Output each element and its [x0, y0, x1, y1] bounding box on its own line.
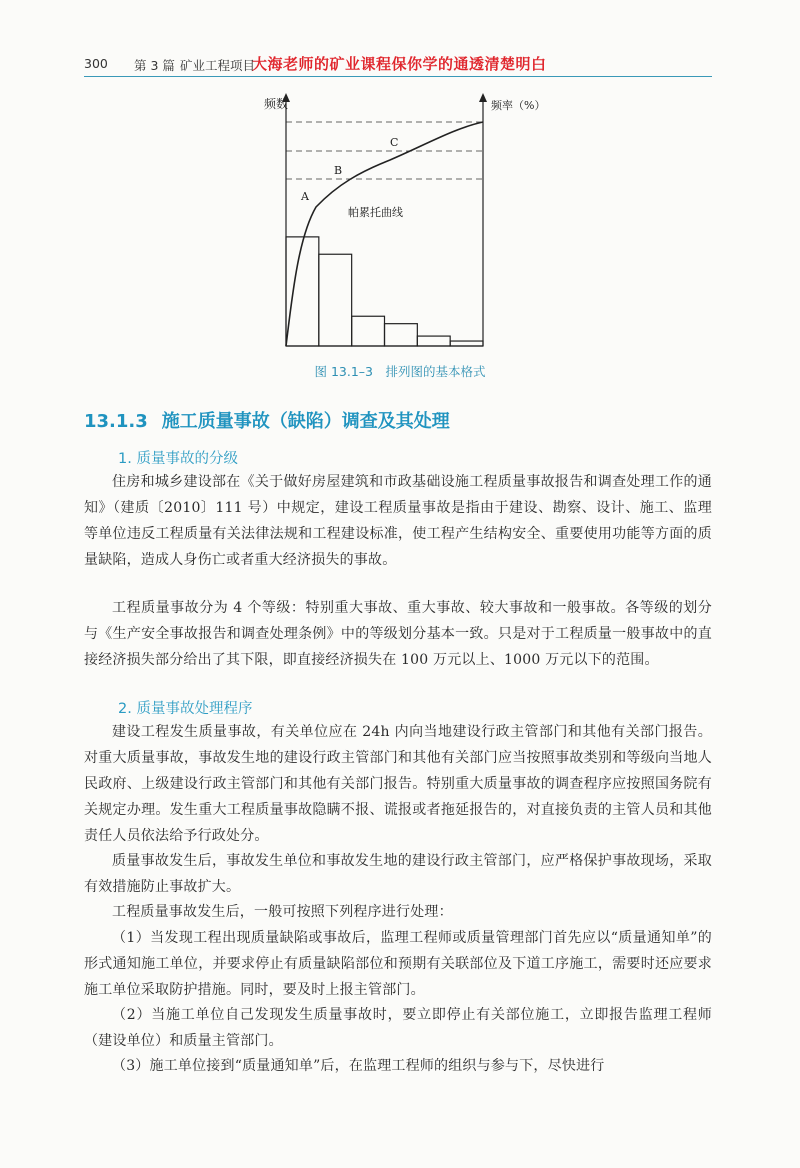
- paragraph-7: （2）当施工单位自己发现发生质量事故时，要立即停止有关部位施工，立即报告监理工程师（建设单位）和质量主管部门。: [84, 1007, 712, 1049]
- point-label-a: A: [301, 190, 309, 203]
- point-label-b: B: [334, 164, 343, 177]
- section-heading: [84, 407, 450, 433]
- paragraph-3: 建设工程发生质量事故，有关单位应在 24h 内向当地建设行政主管部门和其他有关部门报告。对重大质量事故，事故发生地的建设行政主管部门和其他有关部门应当按照事故类别和等级向当地人民政府、上级建设行政主管部门和其他有关部门报告。特别重大质量事故的调查程序应按照国务院有关规定办理。发生重大工程质量事故隐瞒不报、谎报或者拖延报告的，对直接负责的主管人员和其他责任人员依法给予行政处分。: [84, 724, 712, 844]
- paragraph-8: （3）施工单位接到“质量通知单”后，在监理工程师的组织与参与下，尽快进行: [112, 1058, 605, 1074]
- point-label-c: C: [390, 136, 399, 149]
- figure-caption: 图 13.1–3 排列图的基本格式: [314, 364, 486, 379]
- bar-1: [286, 237, 319, 346]
- paragraph-1: 住房和城乡建设部在《关于做好房屋建筑和市政基础设施工程质量事故报告和调查处理工作的通知》（建质〔2010〕111 号）中规定，建设工程质量事故是指由于建设、勘察、设计、施工、监理等单位违反工程质量有关法律法规和工程建设标准，使工程产生结构安全、重要使用功能等方面的质量缺陷，造成人身伤亡或者重大经济损失的事故。: [84, 474, 712, 568]
- bar-5: [417, 336, 450, 346]
- right-axis-arrow-icon: [479, 93, 487, 102]
- section-title-text: 施工质量事故（缺陷）调查及其处理: [161, 411, 450, 432]
- paragraph-2: 工程质量事故分为 4 个等级：特别重大事故、重大事故、较大事故和一般事故。各等级的划分与《生产安全事故报告和调查处理条例》中的等级划分基本一致。只是对于工程质量一般事故中的直接经济损失部分给出了其下限，即直接经济损失在 100 万元以上、1000 万元以下的范围。: [84, 600, 712, 668]
- paragraph-6: （1）当发现工程出现质量缺陷或事故后，监理工程师或质量管理部门首先应以“质量通知单”的形式通知施工单位，并要求停止有质量缺陷部位和预期有关联部位及下道工序施工，需要时还应要求施工单位采取防护措施。同时，要及时上报主管部门。: [84, 930, 712, 998]
- watermark-text: 大海老师的矿业课程保你学的通透清楚明白: [252, 55, 547, 73]
- pareto-chart: [240, 88, 560, 378]
- header-divider: [84, 76, 712, 77]
- page-header: [84, 50, 712, 76]
- subsection-heading-2: 2. 质量事故处理程序: [118, 701, 253, 717]
- bar-2: [319, 254, 352, 346]
- right-axis-label: 频率（%）: [491, 99, 546, 112]
- paragraph-5: 工程质量事故发生后，一般可按照下列程序进行处理：: [112, 904, 453, 920]
- pareto-figure: [240, 88, 560, 378]
- curve-label: 帕累托曲线: [348, 206, 403, 219]
- section-number: 13.1.3: [84, 411, 148, 432]
- pareto-curve: [286, 122, 483, 346]
- chapter-label: 矿业工程项目: [180, 58, 256, 73]
- bar-3: [352, 316, 385, 346]
- bars-group: [286, 237, 483, 346]
- left-axis-label: 频数: [264, 97, 289, 111]
- page-number: 300: [84, 56, 108, 71]
- reference-lines: [286, 122, 483, 179]
- bar-6: [450, 341, 483, 346]
- bar-4: [385, 324, 418, 346]
- subsection-heading-1: 1. 质量事故的分级: [118, 451, 238, 467]
- paragraph-4: 质量事故发生后，事故发生单位和事故发生地的建设行政主管部门，应严格保护事故现场，采取有效措施防止事故扩大。: [84, 853, 712, 895]
- part-label: 第 3 篇: [134, 58, 175, 73]
